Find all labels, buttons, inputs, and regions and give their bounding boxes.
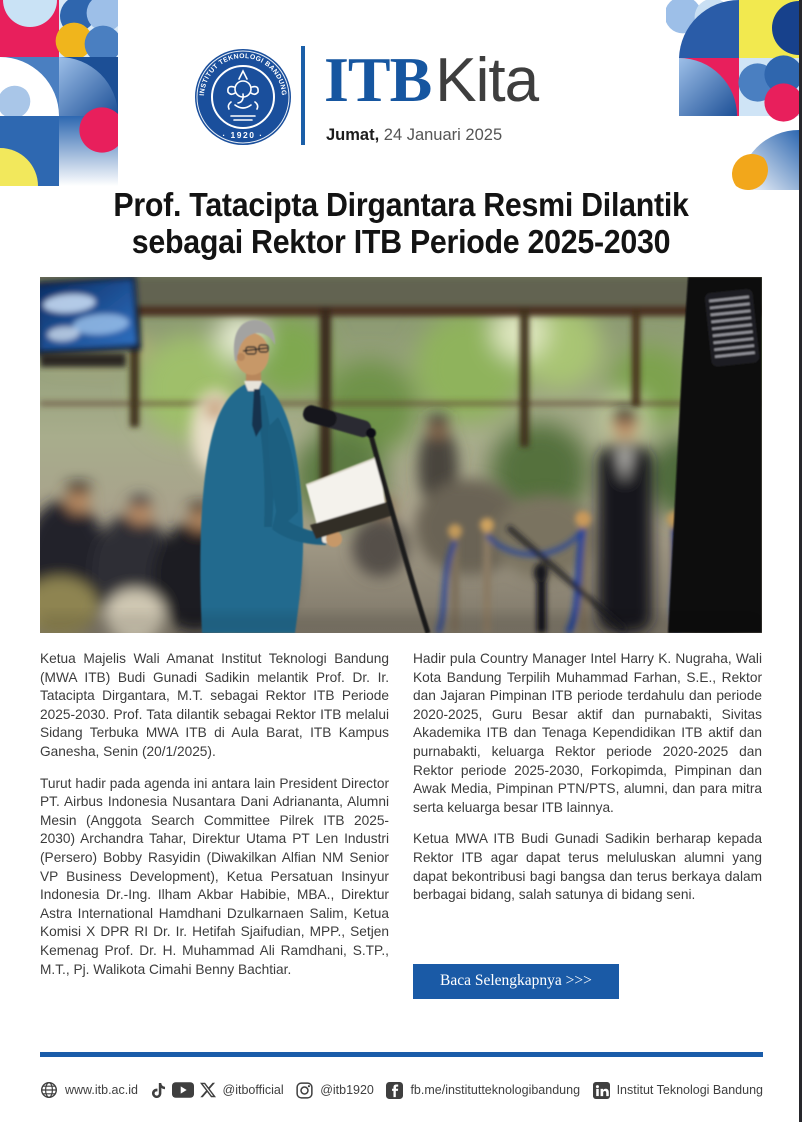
paragraph-1: Ketua Majelis Wali Amanat Institut Teknologi Bandung (MWA ITB) Budi Gunadi Sadikin melantik Prof. Dr. Ir. Tatacipta Dirgantara, M.T. sebagai Rektor ITB Periode 2025-2030. Prof. Tata dilantik sebagai Rektor ITB melalui Sidang Terbuka MWA ITB di Aula Barat, ITB Kampus Ganesha, Senin (20/1/2025). <box>40 651 389 759</box>
footer-linkedin-label: Institut Teknologi Bandung <box>616 1083 763 1097</box>
youtube-icon[interactable] <box>172 1082 194 1098</box>
itb-seal-logo <box>193 47 293 147</box>
headline-line-1: Prof. Tatacipta Dirgantara Resmi Dilantik <box>113 186 689 223</box>
issue-date <box>326 126 502 145</box>
footer-website-label: www.itb.ac.id <box>65 1083 138 1097</box>
article-column-left <box>40 650 389 999</box>
decorative-pattern-left <box>0 0 118 186</box>
linkedin-icon[interactable] <box>593 1082 610 1099</box>
brand-name-primary: ITB <box>324 44 432 115</box>
footer-instagram-label: @itb1920 <box>320 1083 374 1097</box>
inauguration-photo <box>40 277 762 633</box>
seal-year-text: · 1920 · <box>222 130 264 140</box>
issue-date-rest: 24 Januari 2025 <box>379 126 503 144</box>
article-photo <box>40 277 762 633</box>
footer <box>40 1072 763 1108</box>
brand-title <box>324 44 539 115</box>
footer-social-handle[interactable] <box>151 1082 284 1099</box>
brand-name-secondary: Kita <box>435 46 539 115</box>
article-body <box>40 650 763 999</box>
footer-facebook-label: fb.me/institutteknologibandung <box>410 1083 581 1097</box>
tiktok-icon[interactable] <box>151 1082 166 1099</box>
seal-ring-text: INSTITUT TEKNOLOGI BANDUNG <box>199 52 288 97</box>
decorative-pattern-right <box>666 0 799 190</box>
footer-website-link[interactable] <box>40 1081 138 1099</box>
article-column-right <box>413 650 762 999</box>
x-icon[interactable] <box>200 1082 216 1098</box>
globe-icon[interactable] <box>40 1081 58 1099</box>
facebook-icon[interactable] <box>386 1082 403 1099</box>
footer-instagram-link[interactable] <box>296 1082 374 1099</box>
issue-date-day: Jumat, <box>326 126 380 144</box>
read-more-button[interactable]: Baca Selengkapnya >>> <box>413 964 619 999</box>
paragraph-3: Hadir pula Country Manager Intel Harry K. Nugraha, Wali Kota Bandung Terpilih Muhammad Farhan, S.E., Rektor dan Jajaran Pimpinan ITB periode terdahulu dan periode 2020-2025, Guru Besar aktif dan purnabakti, Sivitas Akademika ITB dan Tenaga Kependidikan ITB aktif dan purnabakti, keluarga Rektor periode 2020-2025 dan Rektor periode 2025-2030, Forkopimda, Pimpinan dan Awak Media, Pimpinan PTN/PTS, alumni, dan para mitra serta keluarga besar ITB lainnya. <box>413 651 762 815</box>
footer-social-handle-label: @itbofficial <box>222 1083 284 1097</box>
headline-line-2: sebagai Rektor ITB Periode 2025-2030 <box>131 223 671 260</box>
footer-divider <box>40 1052 763 1057</box>
paragraph-4: Ketua MWA ITB Budi Gunadi Sadikin berharap kepada Rektor ITB agar dapat terus meluluskan alumni yang dapat bekontribusi bagi bangsa dan terus berkaya dalam berbagai bidang, salah satunya di bidang seni. <box>413 831 762 903</box>
footer-facebook-link[interactable] <box>386 1082 580 1099</box>
instagram-icon[interactable] <box>296 1082 313 1099</box>
footer-linkedin-link[interactable] <box>593 1082 763 1099</box>
paragraph-2: Turut hadir pada agenda ini antara lain President Director PT. Airbus Indonesia Nusantara Dani Adriananta, Alumni Mesin (Anggota Search Committee Pilrek ITB 2025-2030) Archandra Tahar, Direktur Utama PT Len Industri (Persero) Bobby Rasyidin (Diwakilkan Alfian NM Senior VP Business Development), Ketua Persatuan Insinyur Indonesia Dr.-Ing. Ilham Akbar Habibie, MBA., Direktur Astra International Hamdhani Dzulkarnaen Salim, Ketua Komisi X DPR RI Dr. Ir. Hetifah Sjaifudian, MPP., Setjen Kemenag Prof. Dr. H. Muhammad Ali Ramdhani, S.TP., M.T., Pj. Walikota Cimahi Benny Bachtiar. <box>40 775 389 977</box>
article-headline <box>40 186 762 260</box>
social-icon-cluster <box>151 1082 216 1099</box>
header-divider <box>301 46 305 145</box>
